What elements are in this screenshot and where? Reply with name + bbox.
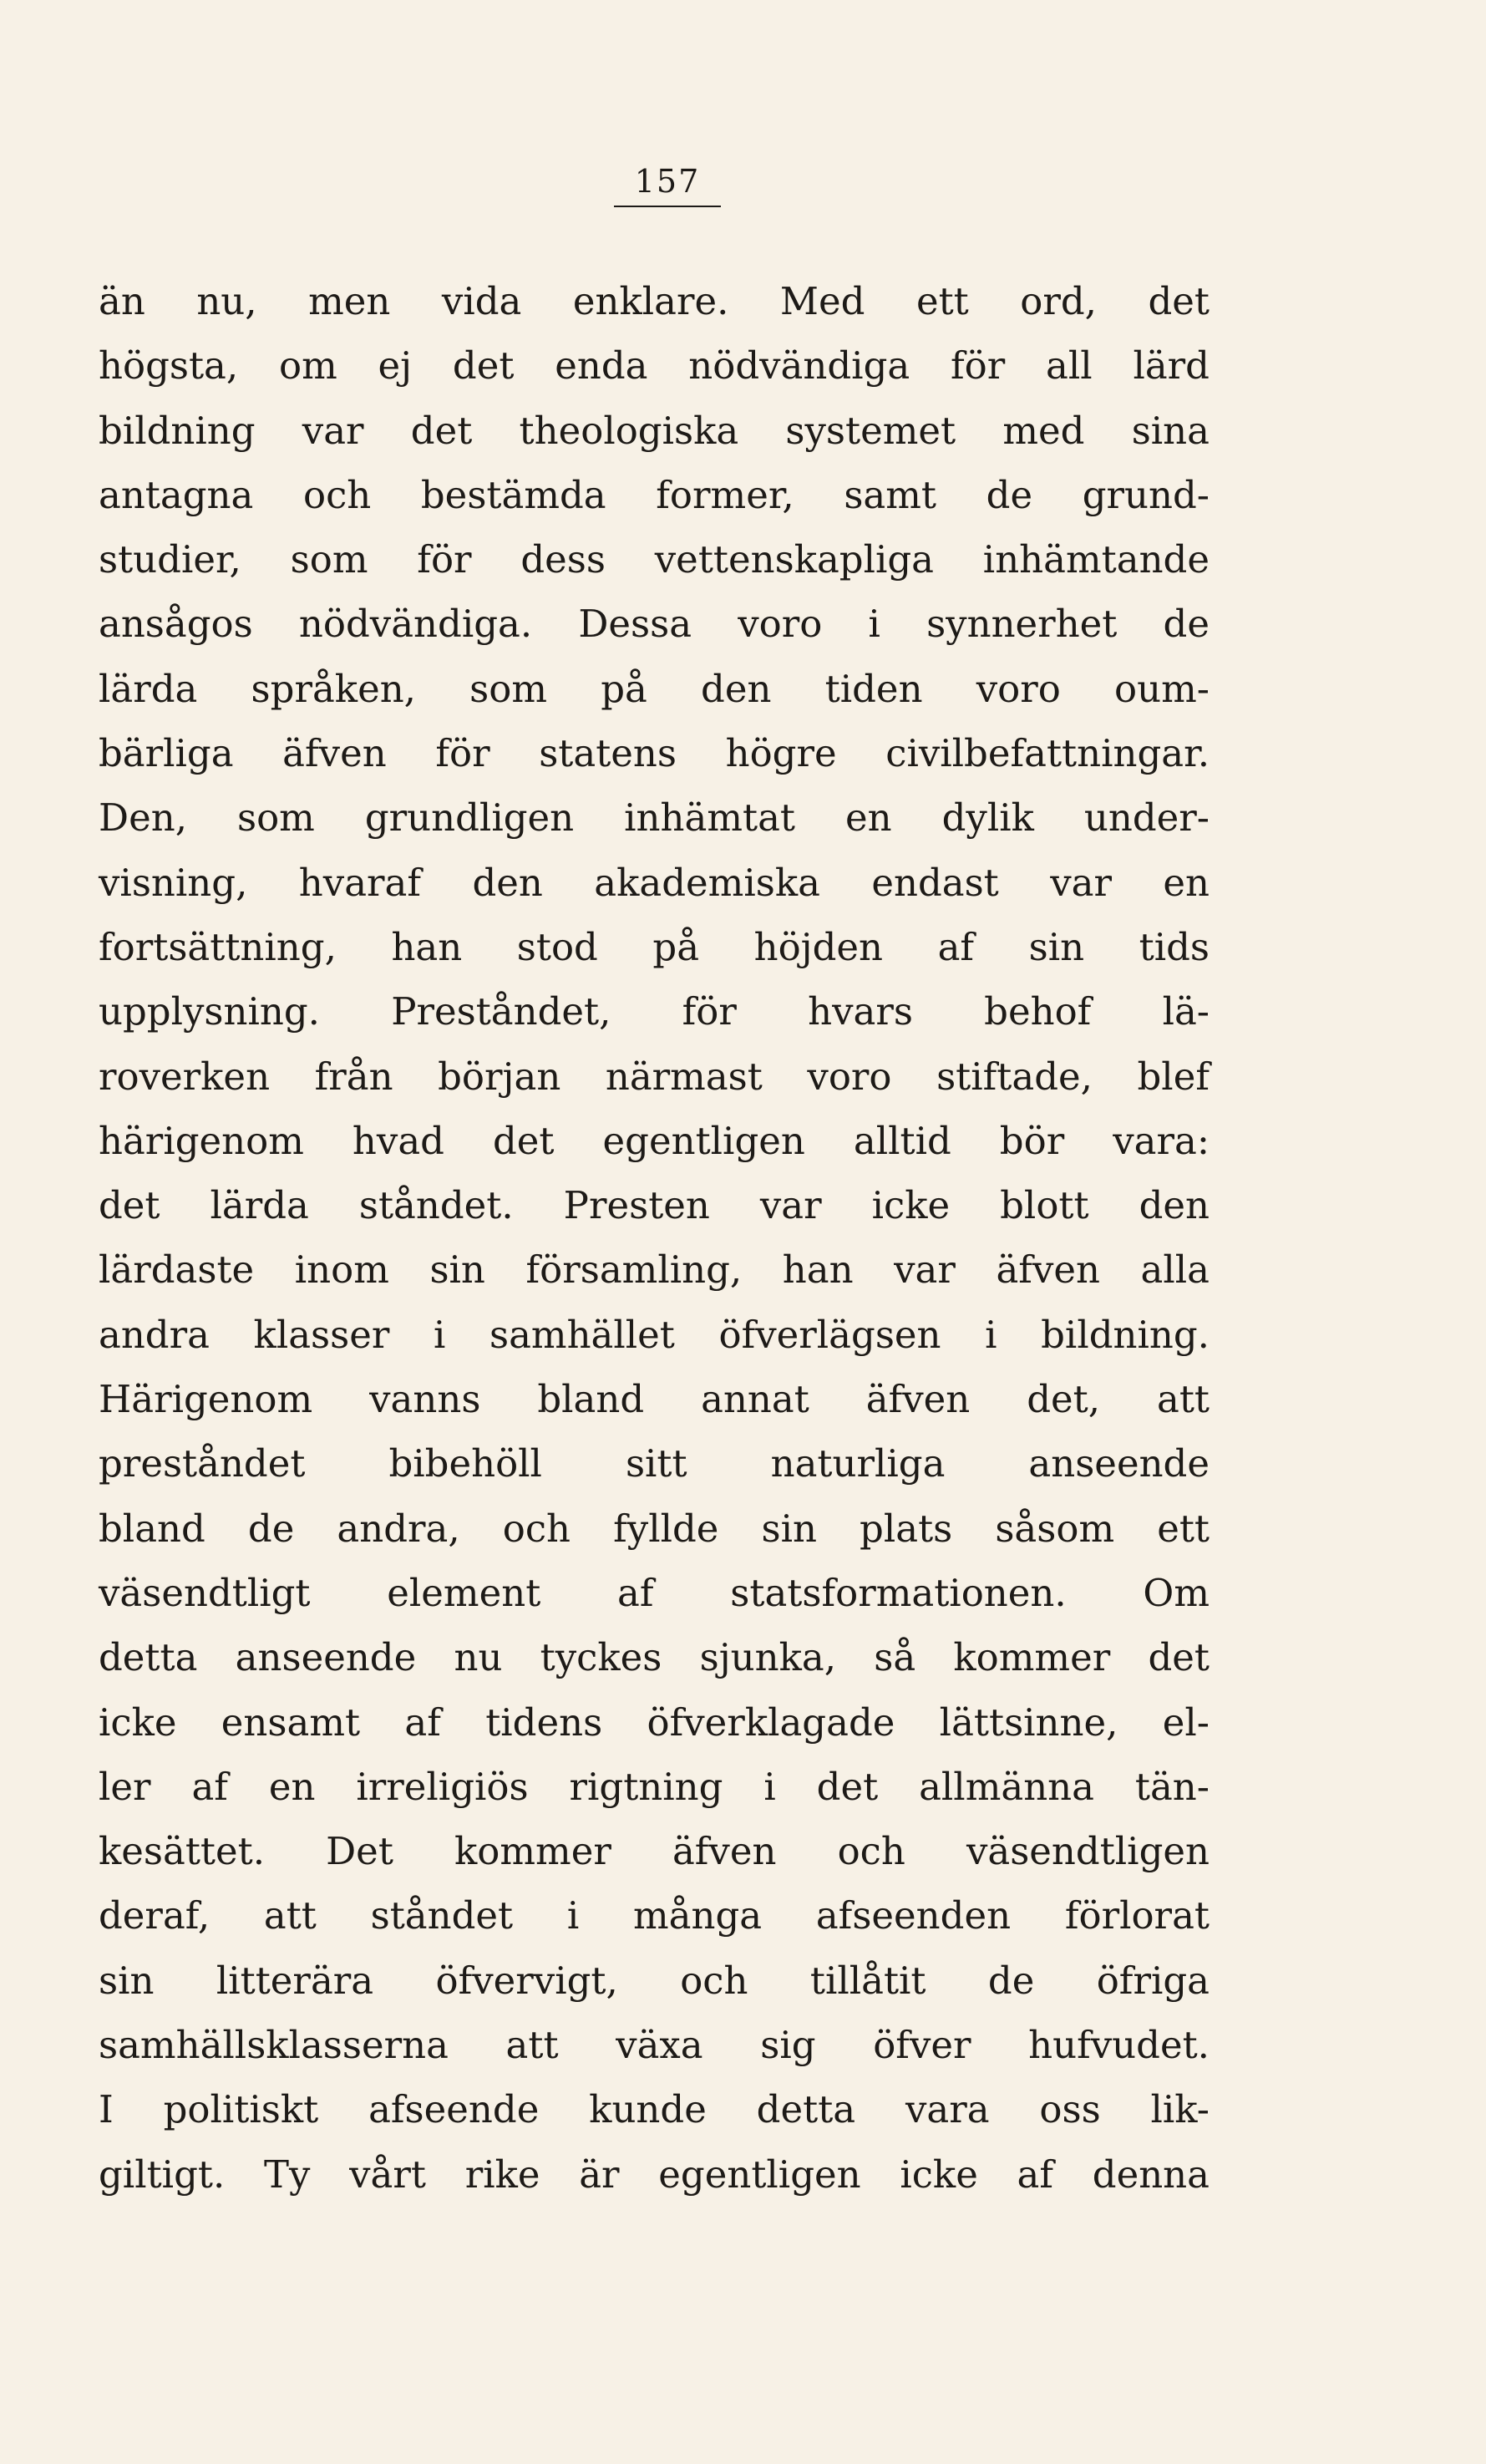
text-line: lärdaste inom sin församling, han var äfven alla [99, 1247, 1210, 1293]
text-line: härigenom hvad det egentligen alltid bör vara: [99, 1118, 1210, 1163]
text-line: bildning var det theologiska systemet med sina [99, 408, 1210, 453]
text-line: sin litterära öfvervigt, och tillåtit de öfriga [99, 1958, 1210, 2003]
text-line: kesättet. Det kommer äfven och väsendtligen [99, 1829, 1210, 1874]
text-line: giltigt. Ty vårt rike är egentligen icke af denna [99, 2152, 1210, 2197]
text-line: visning, hvaraf den akademiska endast var en [99, 860, 1210, 905]
text-line: studier, som för dess vettenskapliga inhämtande [99, 537, 1210, 582]
text-line: andra klasser i samhället öfverlägsen i bildning. [99, 1312, 1210, 1357]
text-line: detta anseende nu tyckes sjunka, så kommer det [99, 1635, 1210, 1680]
text-line: väsendtligt element af statsformationen. Om [99, 1570, 1210, 1615]
text-line: deraf, att ståndet i många afseenden förlorat [99, 1893, 1210, 1938]
text-line: roverken från början närmast voro stiftade, blef [99, 1054, 1210, 1099]
text-line: bland de andra, och fyllde sin plats såsom ett [99, 1506, 1210, 1551]
text-line: det lärda ståndet. Presten var icke blott den [99, 1183, 1210, 1228]
text-line: fortsättning, han stod på höjden af sin tids [99, 924, 1210, 969]
text-line: lärda språken, som på den tiden voro oum- [99, 666, 1210, 711]
text-line: Härigenom vanns bland annat äfven det, att [99, 1377, 1210, 1422]
text-line: upplysning. Preståndet, för hvars behof lä- [99, 989, 1210, 1034]
text-line: antagna och bestämda former, samt de grund- [99, 472, 1210, 517]
body-text [99, 269, 1210, 2207]
text-line: ansågos nödvändiga. Dessa voro i synnerhet de [99, 602, 1210, 647]
text-line: högsta, om ej det enda nödvändiga för all lärd [99, 343, 1210, 389]
text-line: bärliga äfven för statens högre civilbefattningar. [99, 731, 1210, 776]
text-line: icke ensamt af tidens öfverklagade lättsinne, el- [99, 1699, 1210, 1745]
text-line: preståndet bibehöll sitt naturliga anseende [99, 1441, 1210, 1486]
text-line: I politiskt afseende kunde detta vara oss lik- [99, 2087, 1210, 2132]
page-number: 157 [614, 160, 721, 207]
text-line: samhällsklasserna att växa sig öfver hufvudet. [99, 2023, 1210, 2068]
text-line: Den, som grundligen inhämtat en dylik under- [99, 795, 1210, 841]
text-line: ler af en irreligiös rigtning i det allmänna tän- [99, 1764, 1210, 1809]
text-line: än nu, men vida enklare. Med ett ord, det [99, 279, 1210, 323]
